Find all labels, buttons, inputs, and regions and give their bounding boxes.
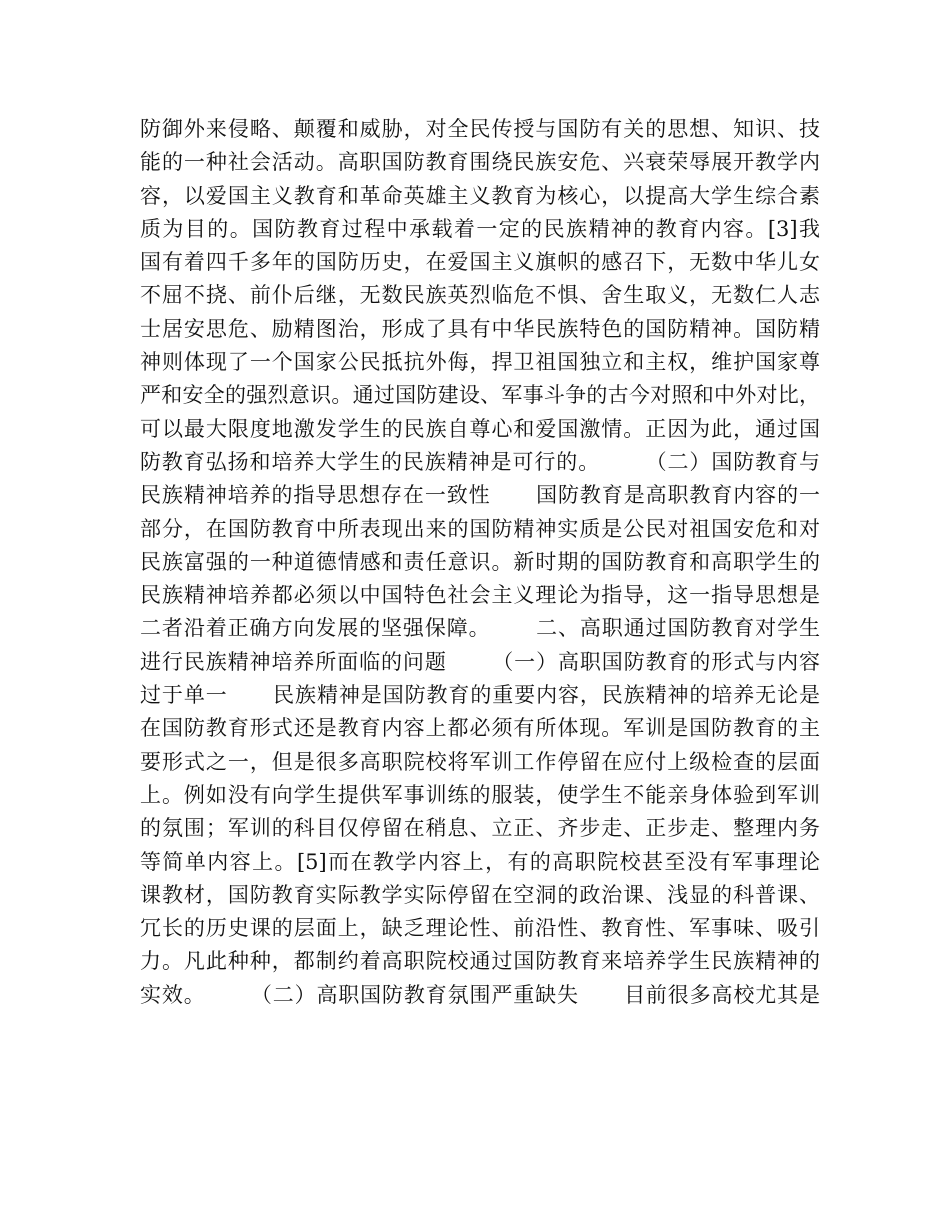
- text-line: 国有着四千多年的国防历史，在爱国主义旗帜的感召下，无数中华儿女: [140, 250, 820, 275]
- text-line: 上。例如没有向学生提供军事训练的服装，使学生不能亲身体验到军训: [140, 782, 820, 807]
- text-line: 可以最大限度地激发学生的民族自尊心和爱国激情。正因为此，通过国: [140, 416, 820, 441]
- text-line: 防御外来侵略、颠覆和威胁，对全民传授与国防有关的思想、知识、技: [140, 117, 820, 141]
- text-line: 过于单一 民族精神是国防教育的重要内容，民族精神的培养无论是: [140, 683, 820, 708]
- text-line: 力。凡此种种，都制约着高职院校通过国防教育来培养学生民族精神的: [140, 949, 820, 974]
- text-line: 课教材，国防教育实际教学实际停留在空洞的政治课、浅显的科普课、: [140, 882, 820, 907]
- text-line: 冗长的历史课的层面上，缺乏理论性、前沿性、教育性、军事味、吸引: [140, 916, 820, 941]
- text-line: 防教育弘扬和培养大学生的民族精神是可行的。 （二）国防教育与: [140, 449, 820, 474]
- body-text: [140, 113, 820, 1012]
- text-line: 神则体现了一个国家公民抵抗外侮，捍卫祖国独立和主权，维护国家尊: [140, 350, 820, 375]
- text-line: 民族精神培养都必须以中国特色社会主义理论为指导，这一指导思想是: [140, 583, 820, 608]
- text-line: 要形式之一，但是很多高职院校将军训工作停留在应付上级检查的层面: [140, 749, 820, 774]
- text-line: 士居安思危、励精图治，形成了具有中华民族特色的国防精神。国防精: [140, 316, 820, 341]
- text-line: 的氛围；军训的科目仅停留在稍息、立正、齐步走、正步走、整理内务: [140, 816, 820, 841]
- text-line: 在国防教育形式还是教育内容上都必须有所体现。军训是国防教育的主: [140, 716, 820, 741]
- text-line: 部分，在国防教育中所表现出来的国防精神实质是公民对祖国安危和对: [140, 516, 820, 541]
- text-line: 能的一种社会活动。高职国防教育围绕民族安危、兴衰荣辱展开教学内: [140, 150, 820, 175]
- text-line: 二者沿着正确方向发展的坚强保障。 二、高职通过国防教育对学生: [140, 616, 820, 641]
- text-line: 容，以爱国主义教育和革命英雄主义教育为核心，以提高大学生综合素: [140, 183, 820, 208]
- text-line: 质为目的。国防教育过程中承载着一定的民族精神的教育内容。[3]我: [140, 216, 820, 241]
- text-line: 实效。 （二）高职国防教育氛围严重缺失 目前很多高校尤其是: [140, 982, 820, 1007]
- text-line: 严和安全的强烈意识。通过国防建设、军事斗争的古今对照和中外对比，: [140, 383, 820, 408]
- text-line: 进行民族精神培养所面临的问题 （一）高职国防教育的形式与内容: [140, 649, 820, 674]
- text-line: 不屈不挠、前仆后继，无数民族英烈临危不惧、舍生取义，无数仁人志: [140, 283, 820, 308]
- text-line: 民族精神培养的指导思想存在一致性 国防教育是高职教育内容的一: [140, 483, 820, 508]
- text-line: 民族富强的一种道德情感和责任意识。新时期的国防教育和高职学生的: [140, 549, 820, 574]
- text-line: 等简单内容上。[5]而在教学内容上，有的高职院校甚至没有军事理论: [140, 849, 820, 874]
